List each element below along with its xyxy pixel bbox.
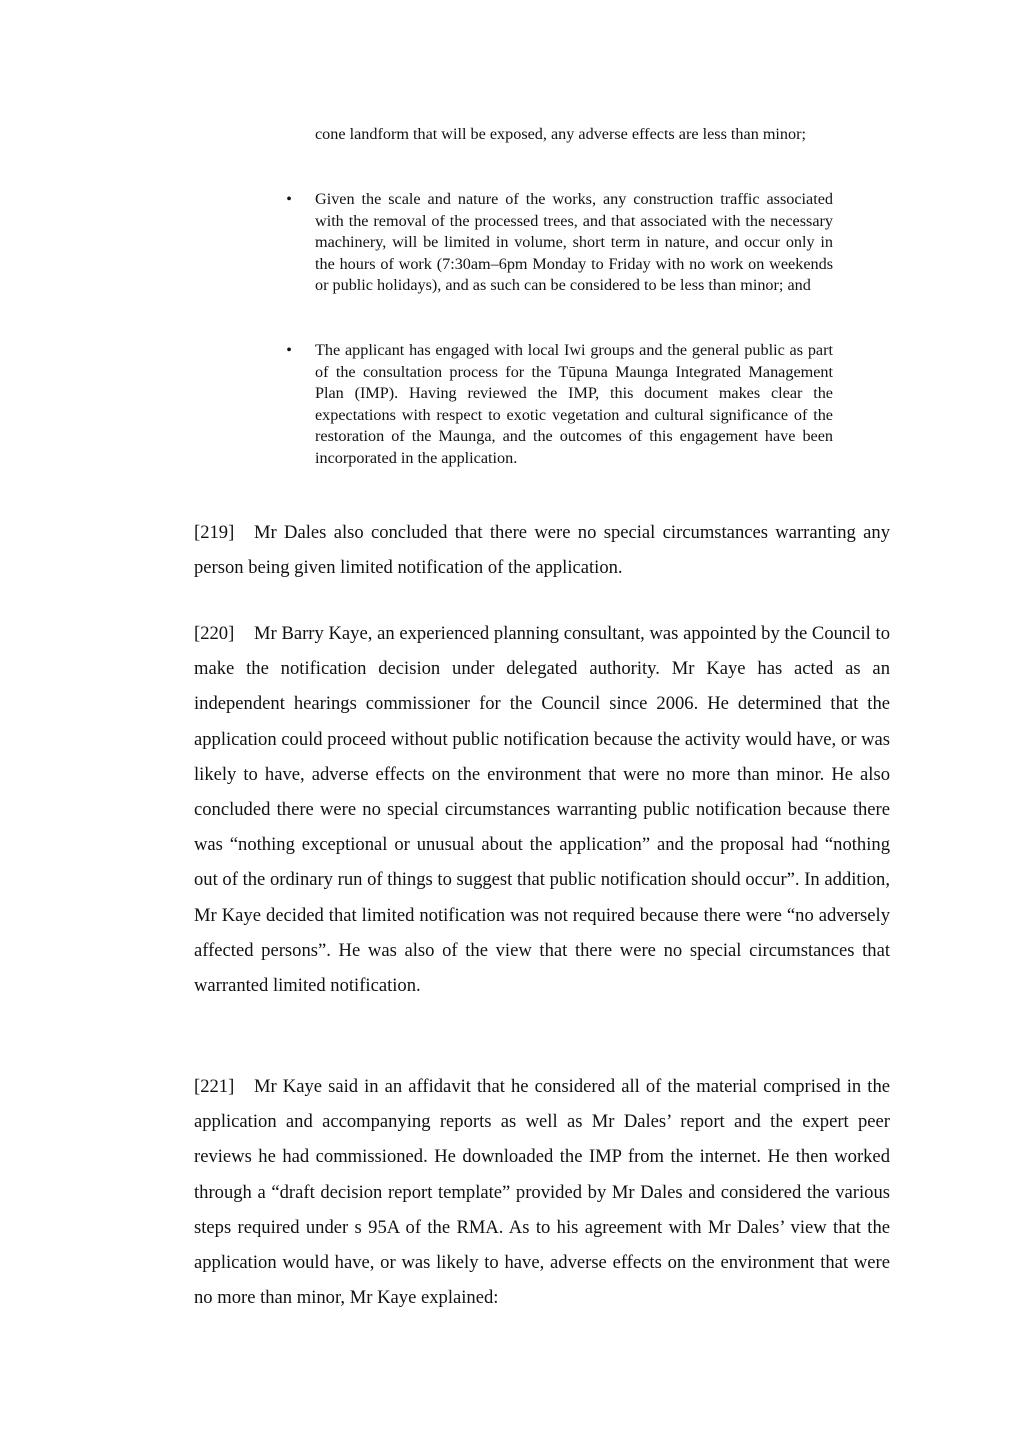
quote-bullet-item [286,340,833,470]
quote-bullet-text: The applicant has engaged with local Iwi groups and the general public as part of the consultation process for the Tūpuna Maunga Integrated Management Plan (IMP). Having reviewed the IMP, this document makes clear the expectations with respect to exotic vegetation and cultural significance of the restoration of the Maunga, and the outcomes of this engagement have been incorporated in the application. [315,341,833,467]
paragraph-text: Mr Kaye said in an affidavit that he considered all of the material comprised in the application and accompanying reports as well as Mr Dales’ report and the expert peer reviews he had commissioned. He downloaded the IMP from the internet. He then worked through a “draft decision report template” provided by Mr Dales and considered the various steps required under s 95A of the RMA. As to his agreement with Mr Dales’ view that the application would have, or was likely to have, adverse effects on the environment that were no more than minor, Mr Kaye explained: [194,1076,890,1309]
bullet-dot-icon: • [286,191,292,208]
numbered-paragraph [194,515,890,585]
paragraph-text: Mr Barry Kaye, an experienced planning consultant, was appointed by the Council to make the notification decision under delegated authority. Mr Kaye has acted as an independent hearings commissioner for the Council since 2006. He determined that the application could proceed without public notification because the activity would have, or was likely to have, adverse effects on the environment that were no more than minor. He also concluded there were no special circumstances warranting public notification because there was “nothing exceptional or unusual about the application” and the proposal had “nothing out of the ordinary run of things to suggest that public notification should occur”. In addition, Mr Kaye decided that limited notification was not required because there were “no adversely affected persons”. He was also of the view that there were no special circumstances that warranted limited notification. [194,623,890,997]
paragraph-text: Mr Dales also concluded that there were no special circumstances warranting any person being given limited notification of the application. [194,522,890,579]
quote-continuation-text: cone landform that will be exposed, any adverse effects are less than minor; [315,125,806,143]
quote-bullet-item [286,189,833,297]
numbered-paragraph [194,1069,890,1315]
paragraph-number: [221] [194,1076,235,1097]
paragraph-number: [220] [194,623,235,644]
quote-bullet-text: Given the scale and nature of the works, any construction traffic associated with the removal of the processed trees, and that associated with the necessary machinery, will be limited in volume, short term in nature, and occur only in the hours of work (7:30am–6pm Monday to Friday with no work on weekends or public holidays), and as such can be considered to be less than minor; and [315,190,833,295]
bullet-dot-icon: • [286,342,292,359]
paragraph-number: [219] [194,522,235,543]
numbered-paragraph [194,616,890,1003]
